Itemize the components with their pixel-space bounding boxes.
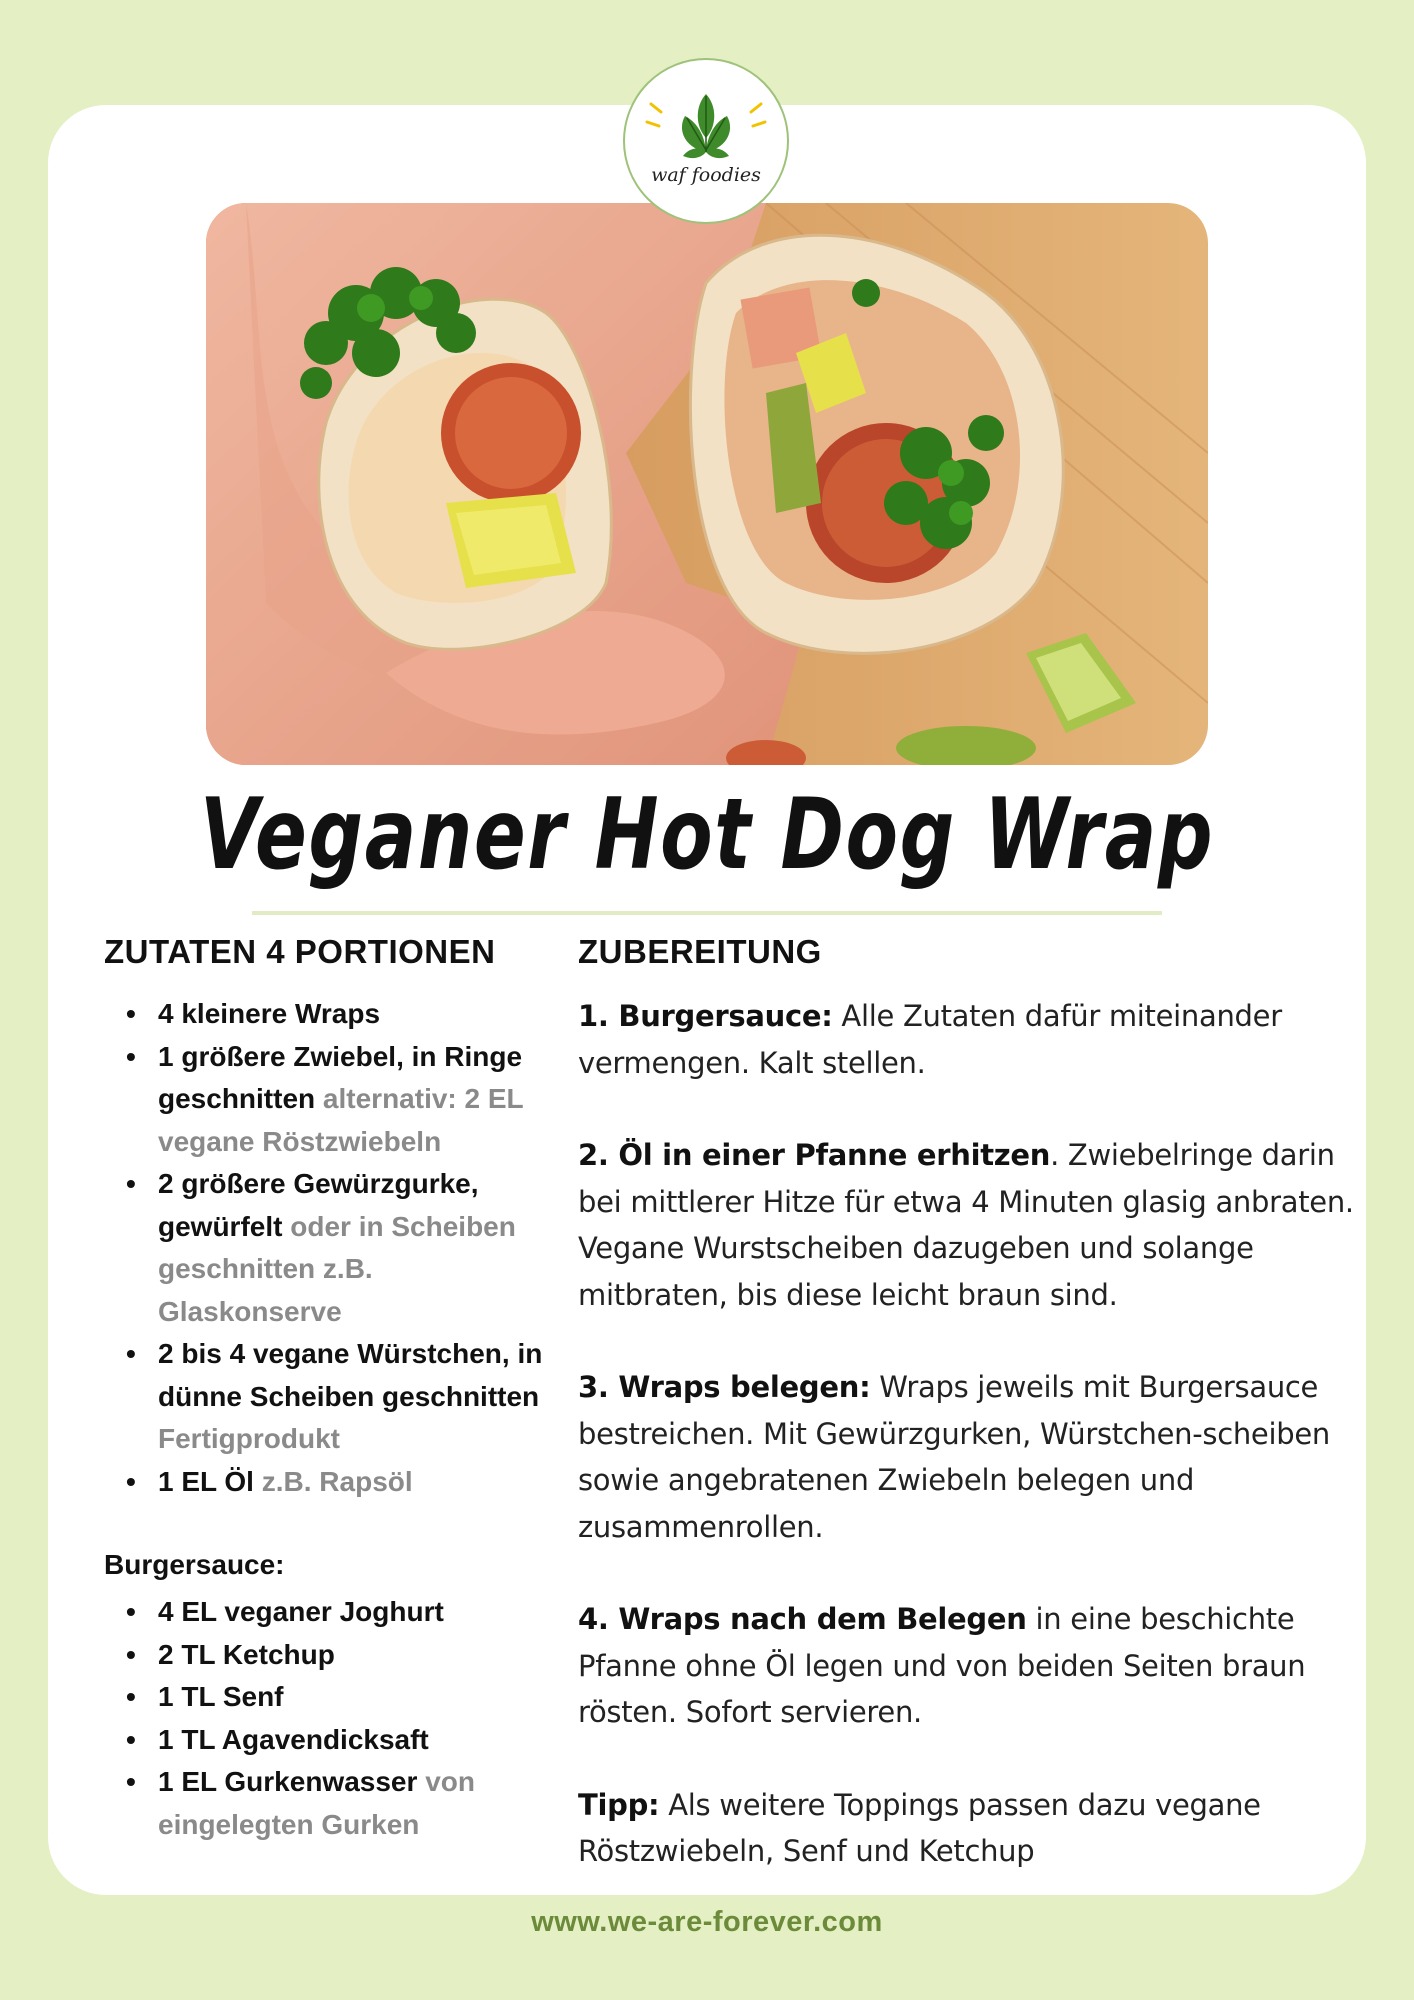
ingredient-item: • 2 bis 4 vegane Würstchen, in dünne Scheiben geschnitten Fertigprodukt: [158, 1333, 564, 1461]
website-link[interactable]: www.we-are-forever.com: [531, 1906, 883, 1938]
basil-leaf-icon: [625, 60, 787, 222]
ingredients-section: [104, 933, 564, 1846]
sauce-item: • 1 TL Senf: [158, 1676, 564, 1719]
sauce-item: • 1 TL Agavendicksaft: [158, 1719, 564, 1762]
tip: Tipp: Als weitere Toppings passen dazu vegane Röstzwiebeln, Senf und Ketchup: [578, 1787, 1261, 1868]
divider: [252, 911, 1162, 915]
preparation-section: [578, 933, 1368, 1921]
preparation-step: 4. Wraps nach dem Belegen in eine beschichte Pfanne ohne Öl legen und von beiden Seiten braun rösten. Sofort servieren.: [578, 1602, 1306, 1729]
sauce-item: • 1 EL Gurkenwasser von eingelegten Gurken: [158, 1761, 564, 1846]
sauce-heading: Burgersauce:: [104, 1549, 285, 1580]
ingredient-item: • 4 kleinere Wraps: [158, 993, 564, 1036]
preparation-step: 1. Burgersauce: Alle Zutaten dafür miteinander vermengen. Kalt stellen.: [578, 999, 1282, 1080]
ingredient-item: • 1 größere Zwiebel, in Ringe geschnitten alternativ: 2 EL vegane Röstzwiebeln: [158, 1036, 564, 1164]
preparation-step: 3. Wraps belegen: Wraps jeweils mit Burgersauce bestreichen. Mit Gewürzgurken, Würstchen-scheiben sowie angebratenen Zwiebeln belegen und zusammenrollen.: [578, 1370, 1330, 1544]
sauce-item: • 2 TL Ketchup: [158, 1634, 564, 1677]
logo-text: waf foodies: [651, 164, 761, 186]
ingredient-item: • 2 größere Gewürzgurke, gewürfelt oder in Scheiben geschnitten z.B. Glaskonserve: [158, 1163, 564, 1333]
preparation-heading: ZUBEREITUNG: [578, 933, 822, 970]
sauce-list: [104, 1591, 564, 1846]
ingredients-heading: ZUTATEN 4 PORTIONEN: [104, 933, 496, 970]
recipe-title: Veganer Hot Dog Wrap: [199, 778, 1215, 892]
hot-dog-wrap-photo: [206, 203, 1208, 765]
brand-logo: [623, 58, 789, 224]
sauce-item: • 4 EL veganer Joghurt: [158, 1591, 564, 1634]
preparation-step: 2. Öl in einer Pfanne erhitzen. Zwiebelringe darin bei mittlerer Hitze für etwa 4 Minuten glasig anbraten. Vegane Wurstscheiben dazugeben und solange mitbraten, bis diese leicht braun sind.: [578, 1138, 1354, 1312]
ingredients-list: [104, 993, 564, 1503]
ingredient-item: • 1 EL Öl z.B. Rapsöl: [158, 1461, 564, 1504]
